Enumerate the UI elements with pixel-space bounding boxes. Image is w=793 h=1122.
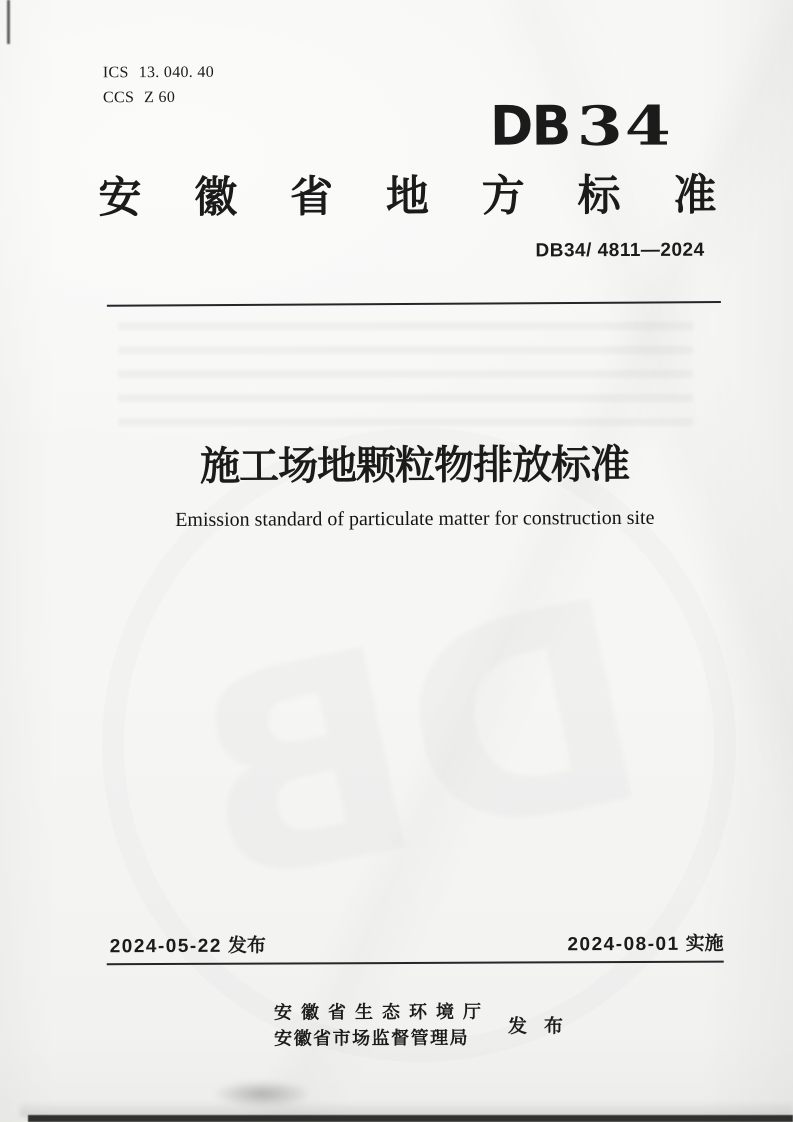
classification-codes [103,61,214,111]
ics-label: ICS [102,64,129,82]
document-title-cn: 施工场地颗粒物排放标准 [199,442,630,489]
province-title-char: 省 [289,173,334,222]
ics-code-row [103,61,214,86]
ccs-value: Z 60 [144,88,176,106]
db34-logo [489,93,673,159]
db34-logo-number: 34 [576,93,673,159]
date-row [110,935,724,957]
province-title-char: 地 [385,172,430,222]
header-divider [107,301,721,307]
ccs-code-row [103,86,214,111]
document-title-en: Emission standard of particulate matter for construction site [175,506,655,531]
ccs-label: CCS [102,88,135,107]
implement-label: 实施 [685,933,724,955]
province-title-char: 安 [98,174,142,223]
province-title-char: 准 [673,171,717,220]
issuer-item: 安徽省生态环境厅 [273,1001,491,1023]
province-title-char: 标 [577,172,621,221]
issue-date: 2024-05-22 [109,935,222,958]
province-title-char: 方 [481,172,525,221]
issuer-block [274,998,580,1052]
ics-value: 13. 040. 40 [138,63,215,82]
footer-divider [107,961,724,966]
implement-date-block [567,935,723,955]
publish-label: 发布 [507,1015,581,1038]
standard-number: DB34/ 4811—2024 [535,239,705,262]
province-title-char: 徽 [194,173,238,222]
implement-date: 2024-08-01 [567,933,680,956]
db34-logo-prefix: DB [489,93,570,158]
issuer-list [273,999,491,1052]
issue-date-block [110,937,266,957]
issue-label: 发布 [227,935,266,957]
province-standard-title [98,171,717,223]
issuer-item: 安徽省市场监督管理局 [274,1027,470,1049]
